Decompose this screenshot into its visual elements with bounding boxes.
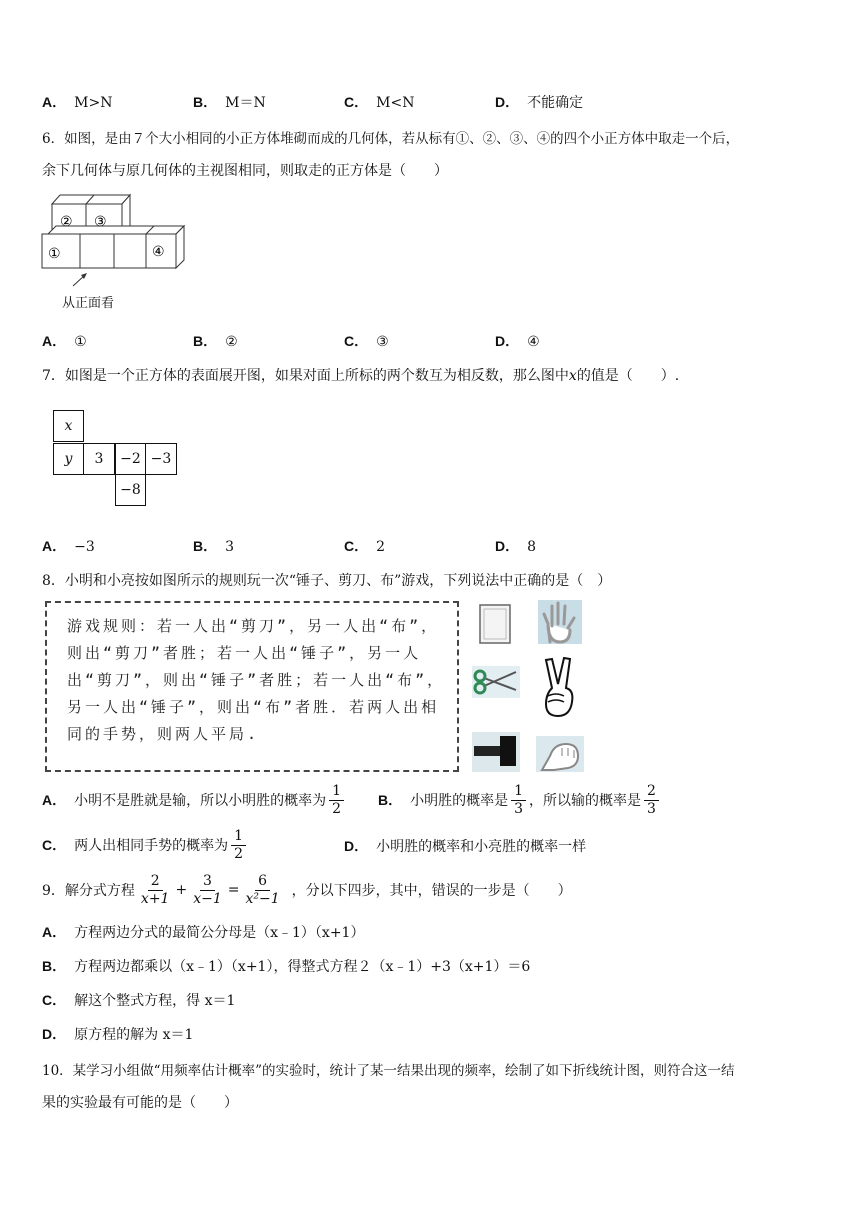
q8-option-d: D． 小明胜的概率和小亮胜的概率一样 — [344, 838, 587, 855]
q6-stem-line2: 余下几何体与原几何体的主视图相同，则取走的正方体是（ ） — [42, 163, 448, 179]
q6-cube-figure — [38, 190, 198, 290]
victory-hand-icon — [534, 656, 586, 720]
net-cell-minus8: −8 — [115, 474, 146, 506]
cube-label-1: ① — [48, 246, 61, 262]
q7-option-d: D． 8 — [495, 538, 537, 555]
q9-stem: 9．解分式方程 $\frac{2}{x+1}$ + $\frac{3}{x-1}$ = $\frac{6}{\text{x²−1}}$ ，分以下四步，其中，错误的一步是（ ） — [42, 872, 572, 907]
fist-icon — [534, 730, 586, 778]
paper-sheet-icon — [470, 600, 522, 648]
net-cell-y: y — [53, 443, 84, 475]
scissors-icon — [470, 658, 522, 706]
q8-option-a: A． 小明不是胜就是输，所以小明胜的概率为 $\frac{1}{2}$ — [42, 780, 347, 820]
q5-option-a: A． M>N — [42, 94, 113, 111]
open-hand-icon — [534, 598, 586, 646]
q8-option-c: C． 两人出相同手势的概率为 $\frac{1}{2}$ — [42, 825, 249, 865]
q9-option-d: D． 原方程的解为 x＝1 — [42, 1026, 194, 1043]
q8-rules-box — [45, 601, 459, 772]
q6-option-a: A． ① — [42, 333, 87, 350]
q6-option-c: C． ③ — [344, 333, 389, 350]
cube-label-4: ④ — [152, 244, 165, 260]
cube-label-3: ③ — [94, 214, 107, 230]
q7-stem: 7．如图是一个正方体的表面展开图，如果对面上所标的两个数互为相反数，那么图中x的值是（ ）. — [42, 368, 680, 384]
q7-option-c: C． 2 — [344, 538, 386, 555]
q7-option-b: B． 3 — [193, 538, 235, 555]
q8-option-b: B． 小明胜的概率是 $\frac{1}{3}$ ，所以输的概率是 $\frac{2}{3}$ — [378, 780, 662, 820]
q5-option-b: B． M＝N — [193, 94, 266, 111]
net-cell-minus2: −2 — [115, 443, 146, 475]
q8-stem: 8．小明和小亮按如图所示的规则玩一次“锤子、剪刀、布”游戏，下列说法中正确的是（ ） — [42, 573, 612, 589]
q7-option-a: A． −3 — [42, 538, 95, 555]
q9-option-a: A． 方程两边分式的最简公分母是（x﹣1）（x+1） — [42, 924, 365, 941]
q10-stem-line2: 果的实验最有可能的是（ ） — [42, 1095, 238, 1111]
q5-option-d: D． 不能确定 — [495, 94, 584, 111]
hammer-icon — [470, 728, 522, 776]
net-cell-3: 3 — [84, 443, 115, 475]
q6-option-b: B． ② — [193, 333, 238, 350]
q5-option-c: C． M<N — [344, 94, 415, 111]
q9-option-b: B． 方程两边都乘以（x﹣1）（x+1），得整式方程２（x﹣1）+3（x+1）＝6 — [42, 958, 531, 975]
cube-label-2: ② — [60, 214, 73, 230]
q6-view-label: 从正面看 — [62, 296, 115, 311]
net-cell-minus3: −3 — [146, 443, 177, 475]
q6-option-d: D． ④ — [495, 333, 540, 350]
net-cell-x: x — [53, 410, 84, 442]
q9-option-c: C． 解这个整式方程，得 x＝1 — [42, 992, 236, 1009]
q6-stem-line1: 6．如图，是由７个大小相同的小正方体堆砌而成的几何体，若从标有①、②、③、④的四个小正方体中取走一个后， — [42, 131, 740, 147]
q8-rules-text: 游戏规则：若一人出“剪刀”，另一人出“布”，则出“剪刀”者胜；若一人出“锤子”，另一人出“剪刀”，则出“锤子”者胜；若一人出“布”，另一人出“锤子”，则出“布”者胜．若两人出相同的手势，则两人平局. — [67, 617, 446, 743]
q10-stem-line1: 10．某学习小组做“用频率估计概率”的实验时，统计了某一结果出现的频率，绘制了如下折线统计图，则符合这一结 — [42, 1063, 735, 1079]
